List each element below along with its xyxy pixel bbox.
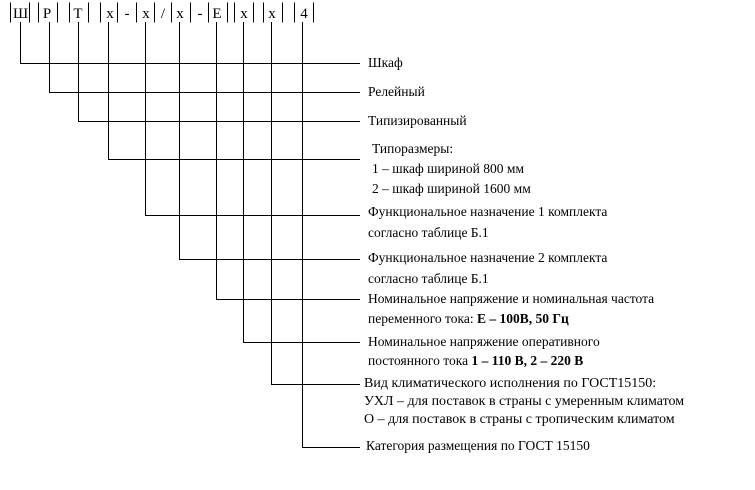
label-func2 <box>368 250 607 287</box>
label-shkaf: Шкаф <box>368 55 403 70</box>
nominal-ac-prefix: переменного тока: <box>368 311 477 326</box>
label-releyny: Релейный <box>368 84 425 99</box>
nominal-ac-line1: Номинальное напряжение и номинальная частота <box>368 291 655 306</box>
code-box-8 <box>235 3 254 23</box>
code-box-3 <box>70 3 89 23</box>
leader-shkaf <box>21 22 361 64</box>
code-char-x3: х <box>176 6 184 22</box>
label-nominal-dc <box>368 334 600 369</box>
leader-tipizir <box>79 22 361 122</box>
leader-nominal-dc <box>244 22 361 343</box>
func2-line2: согласно таблице Б.1 <box>368 271 489 286</box>
label-placement: Категория размещения по ГОСТ 15150 <box>366 438 590 453</box>
func1-line1: Функциональное назначение 1 комплекта <box>368 204 608 219</box>
leader-releyny <box>50 22 361 93</box>
nominal-ac-line2 <box>368 311 654 327</box>
code-box-2 <box>39 3 58 23</box>
code-char-x1: х <box>106 6 114 22</box>
nominal-dc-line2 <box>368 353 600 369</box>
code-char-dash2: - <box>197 6 203 22</box>
leader-placement <box>303 22 361 448</box>
code-char-x2: х <box>142 6 150 22</box>
climate-line1: Вид климатического исполнения по ГОСТ15150: <box>364 376 657 391</box>
code-char-sh: Ш <box>13 6 29 22</box>
nominal-ac-value: Е – 100В, 50 Гц <box>476 311 569 326</box>
code-char-4: 4 <box>300 6 308 22</box>
nominal-dc-line1: Номинальное напряжение оперативного <box>368 334 600 349</box>
code-box-6 <box>172 3 191 23</box>
code-char-x4: х <box>240 6 248 22</box>
code-box-5 <box>137 3 155 23</box>
code-char-x5: х <box>268 6 276 22</box>
leader-func1 <box>146 22 361 216</box>
leader-func2 <box>180 22 361 260</box>
code-char-e: Е <box>212 6 222 22</box>
code-box-10 <box>295 3 314 23</box>
leader-tiporazm <box>109 22 361 160</box>
label-nominal-ac <box>368 291 654 327</box>
nominal-dc-value: 1 – 110 В, 2 – 220 В <box>471 353 584 368</box>
climate-line2: УХЛ – для поставок в страны с умеренным климатом <box>364 394 685 409</box>
climate-line3: О – для поставок в страны с тропическим климатом <box>364 412 675 427</box>
code-box-9 <box>264 3 283 23</box>
label-tiporazmery <box>372 141 531 197</box>
label-func1 <box>368 204 607 241</box>
leader-climate <box>272 22 361 385</box>
tiporazmery-item-1: 1 – шкаф шириной 800 мм <box>372 161 524 176</box>
code-box-4 <box>101 3 118 23</box>
nominal-dc-prefix: постоянного тока <box>368 353 472 368</box>
code-char-t: Т <box>73 6 83 22</box>
tiporazmery-item-2: 2 – шкаф шириной 1600 мм <box>372 181 531 196</box>
func2-line1: Функциональное назначение 2 комплекта <box>368 250 608 265</box>
label-climate <box>364 376 684 428</box>
label-tipizirovanny: Типизированный <box>368 113 467 128</box>
func1-line2: согласно таблице Б.1 <box>368 225 489 240</box>
code-char-dash1: - <box>124 6 130 22</box>
code-char-slash: / <box>160 6 166 22</box>
code-box-7 <box>209 3 228 23</box>
tiporazmery-title: Типоразмеры: <box>372 141 454 156</box>
code-char-r: Р <box>42 6 52 22</box>
code-box-1 <box>11 3 30 23</box>
